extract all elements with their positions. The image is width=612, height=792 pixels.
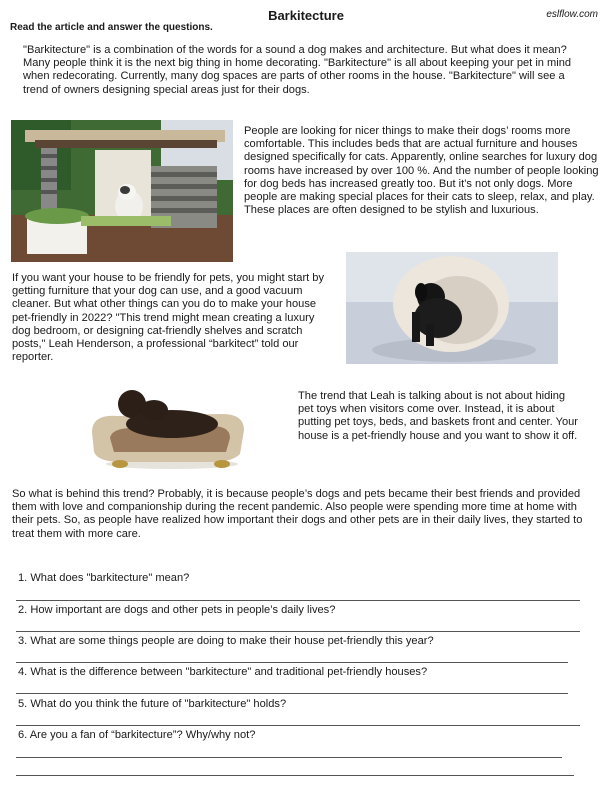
question-2: 2. How important are dogs and other pets in people’s daily lives?	[18, 604, 336, 616]
pod-bed-photo	[346, 252, 558, 364]
page-title: Barkitecture	[268, 8, 344, 23]
question-3: 3. What are some things people are doing to make their house pet-friendly this year?	[18, 635, 434, 647]
article-paragraph-4: The trend that Leah is talking about is not about hiding pet toys when visitors come over. Instead, it is about putting pet toys, beds, and baskets front and center. Your house is a pet-friendly house and you want to show it off.	[298, 390, 579, 442]
answer-line-2	[16, 631, 580, 632]
answer-line-6	[16, 757, 562, 758]
question-1: 1. What does "barkitecture" mean?	[18, 572, 190, 584]
question-5: 5. What do you think the future of "barkitecture" holds?	[18, 698, 287, 710]
article-paragraph-3: If you want your house to be friendly for pets, you might start by getting furniture that your dog can use, and a good vacuum cleaner. But what other things can you do to make your house pet-friendly in 2022? "This trend might mean creating a luxury dog bedroom, or designing cat-friendly shelves and scratch posts," Leah Henderson, a professional “barkitect” told our reporter.	[12, 272, 325, 364]
article-paragraph-1: "Barkitecture" is a combination of the words for a sound a dog makes and architecture. But what does it mean? Many people think it is the next big thing in home decorating. "Barkitecture" is all about keeping your pet in mind when redecorating. Currently, many dog spaces are parts of other rooms in the house. "Barkitecture" will see a trend of owners designing special areas just for their dogs.	[23, 44, 572, 96]
instructions: Read the article and answer the questions.	[10, 22, 213, 33]
question-4: 4. What is the difference between "barkitecture" and traditional pet-friendly houses?	[18, 666, 428, 678]
site-name: eslflow.com	[546, 9, 598, 20]
answer-line-5	[16, 725, 580, 726]
answer-line-4	[16, 693, 568, 694]
article-paragraph-2: People are looking for nicer things to make their dogs’ rooms more comfortable. This includes beds that are actual furniture and houses designed specifically for cats. Apparently, online searches for luxury dog rooms have increased by over 100 %. And the number of people looking for dog beds has increased greatly too. But it’s not only dogs. More people are making special places for their cats to sleep, relax, and play. These places are often designed to be stylish and luxurious.	[244, 125, 599, 217]
answer-line-1	[16, 600, 580, 601]
poodle-bed-photo	[82, 380, 252, 470]
answer-line-7	[16, 775, 574, 776]
article-paragraph-5: So what is behind this trend? Probably, it is because people’s dogs and pets became their best friends and provided them with love and companionship during the recent pandemic. Also people were spending more time at home with their pets. So, as people have realized how important their dogs and other pets are in their daily lives, they started to treat them with more care.	[12, 488, 583, 540]
question-6: 6. Are you a fan of “barkitecture”? Why/why not?	[18, 729, 256, 741]
dog-house-photo	[11, 120, 233, 262]
answer-line-3	[16, 662, 568, 663]
